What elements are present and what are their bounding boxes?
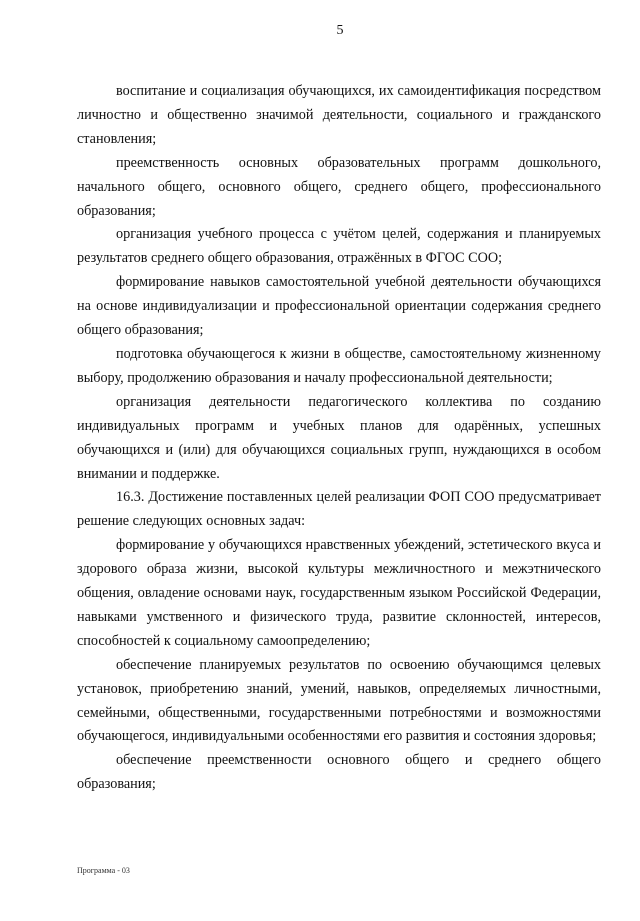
paragraph-planned-results: обеспечение планируемых результатов по освоению обучающимся целевых установок, приобретению знаний, умений, навыков, определяемых личностными, семейными, общественными, государственными потребностями и возможностями обучающегося, индивидуальными особенностями его развития и состояния здоровья; <box>77 656 601 745</box>
paragraph-upbringing: воспитание и социализация обучающихся, их самоидентификация посредством личностно и общественно значимой деятельности, социального и гражданского становления; <box>77 83 601 147</box>
paragraph-continuity-levels: обеспечение преемственности основного общего и среднего общего образования; <box>77 752 601 793</box>
document-body <box>77 80 601 797</box>
paragraph-continuity-programs: преемственность основных образовательных программ дошкольного, начального общего, основного общего, среднего общего, профессионального образования; <box>77 154 601 219</box>
paragraph-life-preparation: подготовка обучающегося к жизни в обществе, самостоятельному жизненному выбору, продолжению образования и началу профессиональной деятельности; <box>77 345 601 386</box>
page-footer: Программа - 03 <box>77 866 130 875</box>
page-number: 5 <box>336 23 344 38</box>
paragraph-independent-skills: формирование навыков самостоятельной учебной деятельности обучающихся на основе индивидуализации и профессиональной ориентации содержания среднего общего образования; <box>77 274 601 339</box>
paragraph-moral-convictions: формирование у обучающихся нравственных убеждений, эстетического вкуса и здорового образа жизни, высокой культуры межличностного и межэтнического общения, овладение основами наук, государственным языком Российской Федерации, навыками умственного и физического труда, развитие склонностей, интересов, способностей к социальному самоопределению; <box>77 537 601 649</box>
paragraph-learning-process: организация учебного процесса с учётом целей, содержания и планируемых результатов среднего общего образования, отражённых в ФГОС СОО; <box>77 226 601 267</box>
paragraph-individual-programs: организация деятельности педагогического коллектива по созданию индивидуальных программ и учебных планов для одарённых, успешных обучающихся и (или) для обучающихся социальных групп, нуждающихся в особом внимании и поддержке. <box>77 393 601 482</box>
paragraph-section-16-3: 16.3. Достижение поставленных целей реализации ФОП СОО предусматривает решение следующих основных задач: <box>77 489 601 530</box>
